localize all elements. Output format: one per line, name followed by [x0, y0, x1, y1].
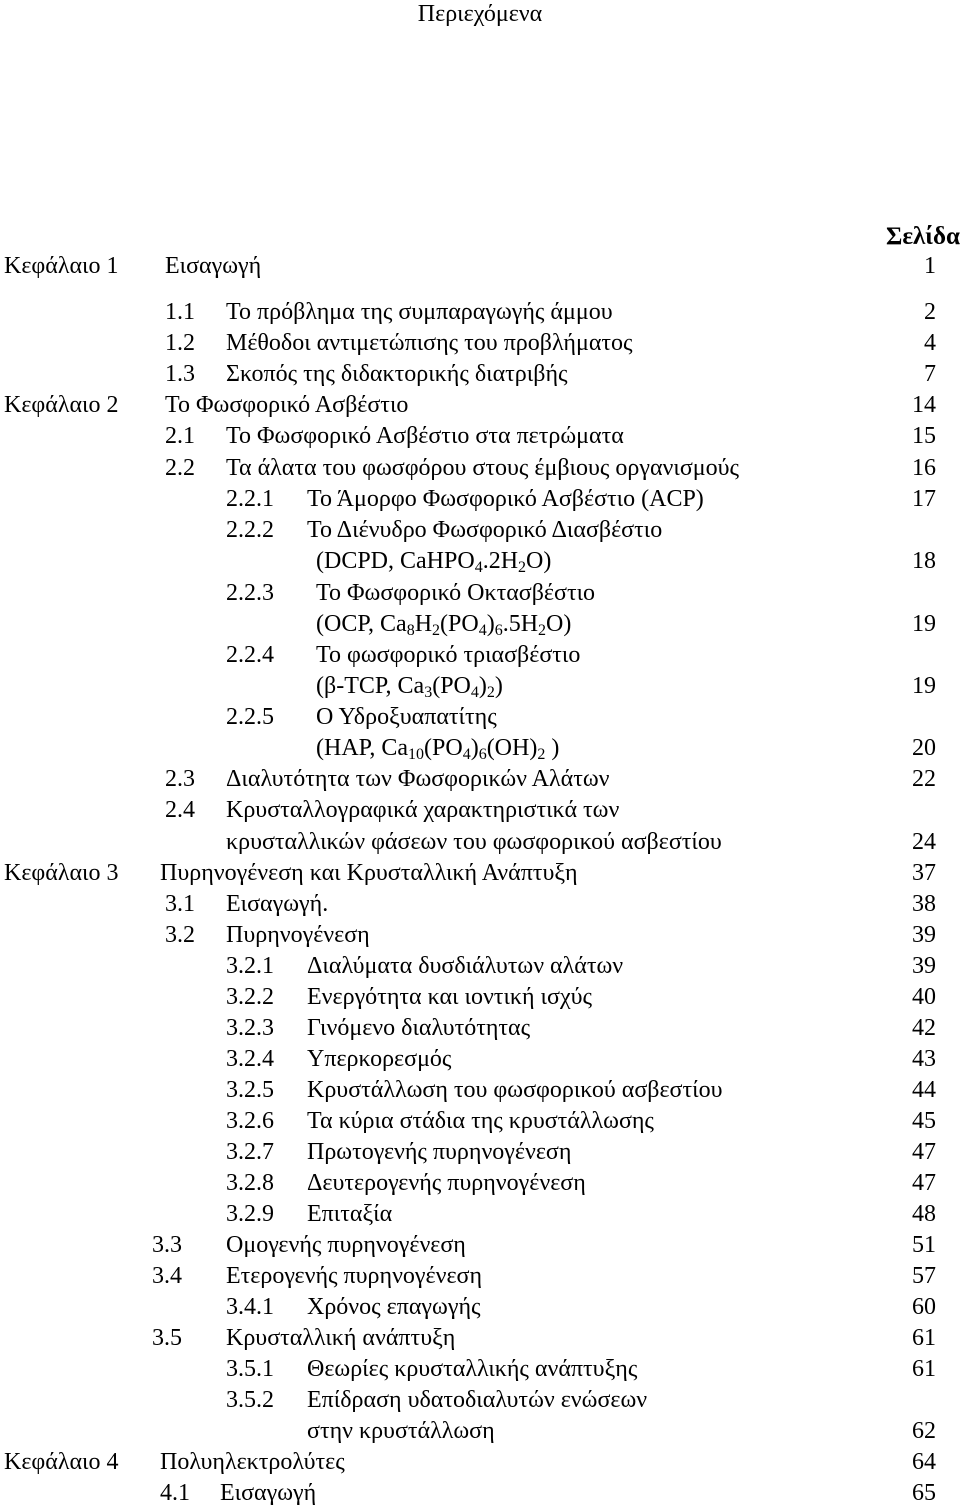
- toc-section-number: 3.1: [165, 891, 195, 917]
- toc-page-number: 44: [912, 1077, 936, 1103]
- toc-entry: [0, 1168, 960, 1199]
- toc-section-number: 1.3: [165, 361, 195, 387]
- toc-section-number: 3.3: [152, 1232, 182, 1258]
- toc-section-title: Πυρηνογένεση: [226, 922, 370, 948]
- toc-section-number: 3.2.7: [226, 1139, 274, 1165]
- toc-formula: (HAP, $Ca_{10}(PO_4)_6(OH)_2$ ): [316, 735, 560, 763]
- toc-section-number: 4.1: [160, 1480, 190, 1506]
- toc-page-number: 40: [912, 984, 936, 1010]
- toc-section-title: Ομογενής πυρηνογένεση: [226, 1232, 466, 1258]
- toc-section-title: Κρυστάλλωση του φωσφορικού ασβεστίου: [307, 1077, 723, 1103]
- toc-section-title: Ενεργότητα και ιοντική ισχύς: [307, 984, 592, 1010]
- toc-section-title: Μέθοδοι αντιμετώπισης του προβλήματος: [226, 330, 633, 356]
- toc-entry: [0, 421, 960, 452]
- toc-section-number: 2.3: [165, 766, 195, 792]
- toc-page-number: 42: [912, 1015, 936, 1041]
- toc-entry: [0, 453, 960, 484]
- toc-chapter-label: Κεφάλαιο 1: [4, 253, 119, 279]
- toc-formula: (β-TCP, $Ca_3(PO_4)_2$): [316, 673, 503, 701]
- toc-section-number: 2.2.4: [226, 642, 274, 668]
- toc-page-number: 22: [912, 766, 936, 792]
- toc-entry: [0, 1106, 960, 1137]
- toc-page-number: 60: [912, 1294, 936, 1320]
- toc-page-number: 57: [912, 1263, 936, 1289]
- toc-page-number: 51: [912, 1232, 936, 1258]
- toc-section-title: Διαλύματα δυσδιάλυτων αλάτων: [307, 953, 624, 979]
- toc-entry: [0, 1323, 960, 1354]
- toc-section-number: 2.4: [165, 797, 195, 823]
- toc-section-title: Χρόνος επαγωγής: [307, 1294, 481, 1320]
- toc-section-number: 3.2: [165, 922, 195, 948]
- toc-entry-continuation: [0, 827, 960, 858]
- toc-page-number: 2: [924, 299, 936, 325]
- toc-section-title: Επίδραση υδατοδιαλυτών ενώσεων: [307, 1387, 648, 1413]
- toc-entry: [0, 1385, 960, 1416]
- toc-entry: [0, 359, 960, 390]
- toc-page-number: 37: [912, 860, 936, 886]
- toc-section-title: Κρυσταλλική ανάπτυξη: [226, 1325, 456, 1351]
- toc-section-title: Εισαγωγή: [220, 1480, 317, 1506]
- toc-entry: [0, 702, 960, 733]
- toc-section-title: Το Φωσφορικό Οκτασβέστιο: [316, 580, 596, 606]
- toc-entry: [0, 1075, 960, 1106]
- toc-chapter-3: [0, 858, 960, 889]
- toc-section-number: 2.2: [165, 455, 195, 481]
- toc-section-number: 2.2.3: [226, 580, 274, 606]
- toc-page-number: 4: [924, 330, 936, 356]
- toc-section-number: 2.2.1: [226, 486, 274, 512]
- toc-entry-continuation: [0, 733, 960, 764]
- toc-section-number: 3.5.2: [226, 1387, 274, 1413]
- toc-formula: (OCP, $Ca_8H_2(PO_4)_6.5H_2O$): [316, 611, 572, 639]
- toc-page-number: 45: [912, 1108, 936, 1134]
- toc-entry: [0, 889, 960, 920]
- toc-section-title: Κρυσταλλογραφικά χαρακτηριστικά των: [226, 797, 620, 823]
- page-column-header: Σελίδα: [886, 223, 960, 250]
- toc-page-number: 61: [912, 1325, 936, 1351]
- toc-entry: [0, 578, 960, 609]
- toc-formula: (DCPD, $CaHPO_4.2H_2O$): [316, 548, 552, 576]
- toc-page-number: 17: [912, 486, 936, 512]
- toc-chapter-title: Πυρηνογένεση και Κρυσταλλική Ανάπτυξη: [160, 860, 578, 886]
- toc-entry: [0, 1354, 960, 1385]
- toc-page-number: 24: [912, 829, 936, 855]
- toc-section-title: Επιταξία: [307, 1201, 393, 1227]
- toc-chapter-1: [0, 251, 960, 282]
- toc-chapter-title: Εισαγωγή: [165, 253, 262, 279]
- toc-entry: [0, 764, 960, 795]
- toc-section-title: Γινόμενο διαλυτότητας: [307, 1015, 531, 1041]
- toc-entry: [0, 1013, 960, 1044]
- toc-section-number: 3.2.6: [226, 1108, 274, 1134]
- toc-section-title: κρυσταλλικών φάσεων του φωσφορικού ασβεστίου: [226, 829, 722, 855]
- toc-entry: [0, 515, 960, 546]
- toc-chapter-title: Το Φωσφορικό Ασβέστιο: [165, 392, 409, 418]
- toc-section-number: 2.1: [165, 423, 195, 449]
- toc-page-number: 14: [912, 392, 936, 418]
- toc-chapter-4: [0, 1447, 960, 1478]
- toc-section-title: Το πρόβλημα της συμπαραγωγής άμμου: [226, 299, 613, 325]
- toc-section-title: Δευτερογενής πυρηνογένεση: [307, 1170, 586, 1196]
- toc-section-number: 3.2.5: [226, 1077, 274, 1103]
- toc-entry: [0, 1199, 960, 1230]
- toc-entry: [0, 920, 960, 951]
- toc-section-title: Ετερογενής πυρηνογένεση: [226, 1263, 483, 1289]
- toc-page-number: 61: [912, 1356, 936, 1382]
- toc-page-number: 7: [924, 361, 936, 387]
- toc-page-number: 20: [912, 735, 936, 761]
- toc-section-number: 1.2: [165, 330, 195, 356]
- toc-page-number: 39: [912, 953, 936, 979]
- toc-section-number: 3.5: [152, 1325, 182, 1351]
- toc-chapter-label: Κεφάλαιο 3: [4, 860, 119, 886]
- toc-entry-continuation: [0, 546, 960, 577]
- toc-entry: [0, 1230, 960, 1261]
- toc-section-title: Τα άλατα του φωσφόρου στους έμβιους οργανισμούς: [226, 455, 740, 481]
- toc-section-title: Το Φωσφορικό Ασβέστιο στα πετρώματα: [226, 423, 624, 449]
- toc-section-title: Ο Υδροξυαπατίτης: [316, 704, 497, 730]
- toc-section-number: 3.4.1: [226, 1294, 274, 1320]
- toc-section-number: 3.4: [152, 1263, 182, 1289]
- toc-entry: [0, 982, 960, 1013]
- toc-entry: [0, 951, 960, 982]
- toc-page-number: 47: [912, 1139, 936, 1165]
- toc-section-number: 3.2.9: [226, 1201, 274, 1227]
- toc-page-number: 38: [912, 891, 936, 917]
- toc-section-number: 1.1: [165, 299, 195, 325]
- toc-section-title: Τα κύρια στάδια της κρυστάλλωσης: [307, 1108, 654, 1134]
- toc-section-number: 3.2.4: [226, 1046, 274, 1072]
- toc-page-number: 39: [912, 922, 936, 948]
- toc-section-title: Σκοπός της διδακτορικής διατριβής: [226, 361, 568, 387]
- toc-page-number: 16: [912, 455, 936, 481]
- toc-section-title: Το φωσφορικό τριασβέστιο: [316, 642, 581, 668]
- toc-section-number: 2.2.5: [226, 704, 274, 730]
- toc-chapter-title: Πολυηλεκτρολύτες: [160, 1449, 345, 1475]
- page-title: Περιεχόμενα: [417, 1, 543, 27]
- toc-page-number: 64: [912, 1449, 936, 1475]
- toc-page-number: 48: [912, 1201, 936, 1227]
- toc-entry-continuation: [0, 609, 960, 640]
- toc-entry: [0, 328, 960, 359]
- toc-page-number: 65: [912, 1480, 936, 1506]
- toc-section-title: Πρωτογενής πυρηνογένεση: [307, 1139, 572, 1165]
- toc-section-number: 3.2.2: [226, 984, 274, 1010]
- toc-section-number: 3.5.1: [226, 1356, 274, 1382]
- toc-entry: [0, 1044, 960, 1075]
- toc-chapter-2: [0, 390, 960, 421]
- toc-section-number: 3.2.8: [226, 1170, 274, 1196]
- toc-section-title: Εισαγωγή.: [226, 891, 329, 917]
- toc-section-title: στην κρυστάλλωση: [307, 1418, 495, 1444]
- toc-page-number: 18: [912, 548, 936, 574]
- toc-entry: [0, 1478, 960, 1509]
- toc-page-number: 19: [912, 611, 936, 637]
- toc-section-number: 3.2.3: [226, 1015, 274, 1041]
- toc-chapter-label: Κεφάλαιο 4: [4, 1449, 119, 1475]
- toc-page-number: 19: [912, 673, 936, 699]
- toc-section-number: 2.2.2: [226, 517, 274, 543]
- toc-page-number: 62: [912, 1418, 936, 1444]
- toc-entry: [0, 1292, 960, 1323]
- toc-section-title: Υπερκορεσμός: [307, 1046, 452, 1072]
- toc-page-number: 47: [912, 1170, 936, 1196]
- toc-page-number: 15: [912, 423, 936, 449]
- toc-chapter-label: Κεφάλαιο 2: [4, 392, 119, 418]
- toc-section-title: Το Άμορφο Φωσφορικό Ασβέστιο (ACP): [307, 486, 704, 512]
- toc-entry: [0, 1261, 960, 1292]
- toc-entry-continuation: [0, 671, 960, 702]
- toc-section-title: Το Διένυδρο Φωσφορικό Διασβέστιο: [307, 517, 663, 543]
- toc-page-number: 43: [912, 1046, 936, 1072]
- toc-section-number: 3.2.1: [226, 953, 274, 979]
- toc-entry-continuation: [0, 1416, 960, 1447]
- toc-entry: [0, 1137, 960, 1168]
- toc-section-title: Διαλυτότητα των Φωσφορικών Αλάτων: [226, 766, 610, 792]
- toc-entry: [0, 795, 960, 826]
- toc-section-title: Θεωρίες κρυσταλλικής ανάπτυξης: [307, 1356, 638, 1382]
- toc-entry: [0, 640, 960, 671]
- toc-page-number: 1: [924, 253, 936, 279]
- toc-entry: [0, 297, 960, 328]
- toc-entry: [0, 484, 960, 515]
